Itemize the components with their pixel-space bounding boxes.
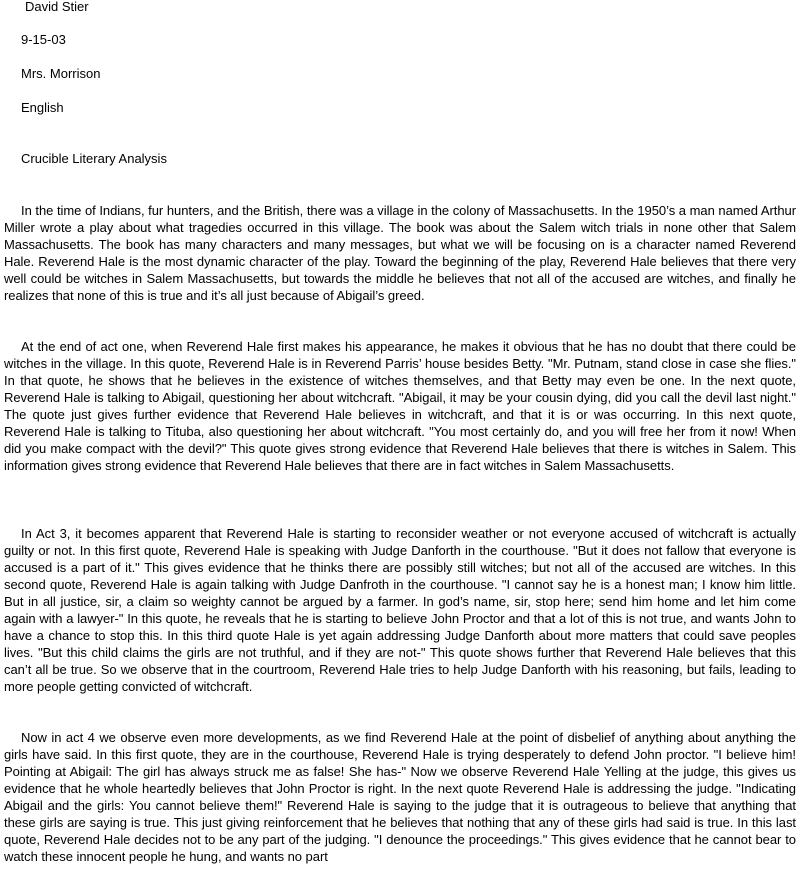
- paragraph-act-one: At the end of act one, when Reverend Hale first makes his appearance, he makes it obvious that he has no doubt that there could be witches in the village. In this quote, Reverend Hale is in Reverend Parris’ house besides Betty. "Mr. Putnam, stand close in case she flies." In that quote, he shows that he believes in the existence of witches themselves, and that Betty may even be one. In the next quote, Reverend Hale is talking to Abigail, questioning her about witchcraft. "Abigail, it may be your cousin dying, did you call the devil last night." The quote just gives further evidence that Reverend Hale believes in witchcraft, and that it is or was occurring. In this next quote, Reverend Hale is talking to Tituba, also questioning her about witchcraft. "You most certainly do, and you will free her from it now! When did you make compact with the devil?" This quote gives strong evidence that Reverend Hale believes that there is witches in Salem. This information gives strong evidence that Reverend Hale believes that there are in fact witches in Salem Massachusetts.: [4, 339, 796, 473]
- paragraph-act-three: In Act 3, it becomes apparent that Reverend Hale is starting to reconsider weather or not everyone accused of witchcraft is actually guilty or not. In this first quote, Reverend Hale is speaking with Judge Danforth in the courthouse. "But it does not fallow that everyone is accused is a part of it." This gives evidence that he thinks there are possibly still witches; but not all of the accused are witches. In this second quote, Reverend Hale is again talking with Judge Danfroth in the courthouse. "I cannot say he is a honest man; I know him little. But in all justice, sir, a claim so weighty cannot be argued by a farmer. In god’s name, sir, stop here; send him home and let him come again with a lawyer-" In this quote, he reveals that he is starting to believe John Proctor and that a lot of this is not true, and wants John to have a chance to stop this. In this third quote Hale is yet again addressing Judge Danforth about more matters that could save peoples lives. "But this child claims the girls are not truthful, and if they are not-" This quote shows further that Reverend Hale believes that this can’t all be true. So we observe that in the courtroom, Reverend Hale tries to help Judge Danforth with his reasoning, but fails, leading to more people getting convicted of witchcraft.: [4, 526, 796, 694]
- document-date: 9-15-03: [21, 32, 66, 47]
- teacher-name: Mrs. Morrison: [21, 66, 101, 81]
- paragraph-introduction: In the time of Indians, fur hunters, and the British, there was a village in the colony of Massachusetts. In the 1950’s a man named Arthur Miller wrote a play about what tragedies occurred in this village. The book was about the Salem witch trials in none other that Salem Massachusetts. The book has many characters and many messages, but what we will be focusing on is a character named Reverend Hale. Reverend Hale is the most dynamic character of the play. Toward the beginning of the play, Reverend Hale believes that there very well could be witches in Salem Massachusetts, but towards the middle he believes that not all of the accused are witches, and finally he realizes that none of this is true and it’s all just because of Abigail’s greed.: [4, 203, 796, 303]
- course-name: English: [21, 100, 64, 115]
- author-name: David Stier: [25, 0, 89, 14]
- essay-title: Crucible Literary Analysis: [21, 151, 167, 166]
- paragraph-act-four: Now in act 4 we observe even more developments, as we find Reverend Hale at the point of disbelief of anything about anything the girls have said. In this first quote, they are in the courthouse, Reverend Hale is trying desperately to defend John proctor. "I believe him! Pointing at Abigail: The girl has always struck me as false! She has-" Now we observe Reverend Hale Yelling at the judge, this gives us evidence that he whole heartedly believes that John Proctor is right. In the next quote Reverend Hale is addressing the judge. "Indicating Abigail and the girls: You cannot believe them!" Reverend Hale is saying to the judge that it is outrageous to believe that anything that these girls are saying is true. This just giving reinforcement that he believes that nothing that any of these girls had said is true. In this last quote, Reverend Hale decides not to be any part of the judging. "I denounce the proceedings." This gives evidence that he cannot bear to watch these innocent people he hung, and wants no part: [4, 730, 796, 864]
